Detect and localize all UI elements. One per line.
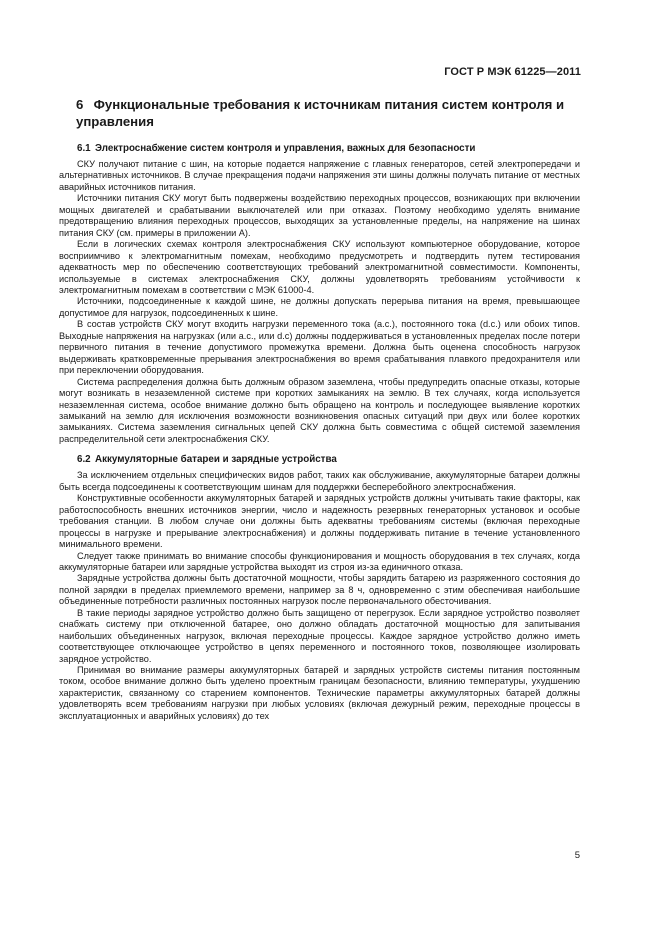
paragraph: Следует также принимать во внимание способы функционирования и мощность оборудования в тех случаях, когда аккумуляторные батареи или зарядные устройства выходят из строя из-за единичного отказа. xyxy=(59,550,580,572)
standard-designation: ГОСТ Р МЭК 61225—2011 xyxy=(444,66,581,78)
chapter-heading xyxy=(76,96,576,130)
section-number: 6.1 xyxy=(77,143,91,154)
page-number: 5 xyxy=(574,850,580,861)
chapter-title: Функциональные требования к источникам питания систем контроля и управления xyxy=(76,97,565,129)
chapter-number: 6 xyxy=(76,97,84,112)
paragraph: Источники, подсоединенные к каждой шине, не должны допускать перерыва питания на время, превышающее допустимое для нагрузок, подсоединенных к шине. xyxy=(59,296,580,318)
paragraph: Источники питания СКУ могут быть подвержены воздействию переходных процессов, возникающих при включении мощных двигателей и срабатывании выключателей или при отказах. Поэтому необходимо уделять внимание предотвращению влияния переходных процессов, выходящих за установленные пределы, на напряжение на шинах питания СКУ (см. примеры в приложении А). xyxy=(59,193,580,238)
paragraph: В такие периоды зарядное устройство должно быть защищено от перегрузок. Если зарядное устройство позволяет снабжать систему при отключенной батарее, оно должно обладать достаточной мощностью для запитывания наибольших объединенных нагрузок, включая переходные процессы. Каждое зарядное устройство должно иметь соответствующее отключающее устройство в цепях переменного и постоянного токов, позволяющее изолировать зарядное устройство. xyxy=(59,607,580,664)
section-heading xyxy=(59,142,580,155)
paragraph: За исключением отдельных специфических видов работ, таких как обслуживание, аккумуляторные батареи должны быть всегда подсоединены к соответствующим шинам для поддержки бесперебойного электроснабжения. xyxy=(59,470,580,492)
paragraph: Конструктивные особенности аккумуляторных батарей и зарядных устройств должны учитывать такие факторы, как работоспособность внешних источников энергии, число и надежность резервных генераторных установок и особые требования станции. В любом случае они должны быть адекватны требованиям системы (включая переходные процессы в нагрузке и прерывание электроснабжения) и должны поддерживать питание в течение установленного минимального времени. xyxy=(59,493,580,550)
paragraph: Принимая во внимание размеры аккумуляторных батарей и зарядных устройств системы питания постоянным током, особое внимание должно быть уделено проектным границам безопасности, влиянию температуры, ухудшению характеристик, связанному со старением компонентов. Технические параметры аккумуляторных батарей должны удовлетворять всем требованиям нагрузки при любых условиях (включая дежурный режим, переходные процессы в эксплуатационных и аварийных условиях) до тех xyxy=(59,665,580,721)
section-title: Аккумуляторные батареи и зарядные устройства xyxy=(95,454,337,466)
section-title: Электроснабжение систем контроля и управления, важных для безопасности xyxy=(95,143,476,154)
section-number: 6.2 xyxy=(77,454,91,466)
paragraph: СКУ получают питание с шин, на которые подается напряжение с главных генераторов, сетей электропередачи и альтернативных источников. В случае прекращения подачи напряжения эти шины должны получать питание от местных аварийных источников питания. xyxy=(59,159,580,192)
paragraph: Система распределения должна быть должным образом заземлена, чтобы предупредить опасные отказы, которые могут возникать в незаземленной системе при коротких замыканиях на землю. В тех случаях, когда используется незаземленная система, особое внимание должно быть обращено на контроль и последующее выявление коротких замыканий на землю для исключения возможности возникновения опасных ситуаций при двух или более коротких замыканиях. Система заземления сигнальных цепей СКУ должна быть совместима с общей системой заземления распределительной сети электроснабжения СКУ. xyxy=(59,376,580,444)
paragraph: В состав устройств СКУ могут входить нагрузки переменного тока (a.c.), постоянного тока (d.c.) или обоих типов. Выходные напряжения на нагрузках (или a.c., или d.c) должны поддерживаться в установленных пределах после потери первичного питания в течение допустимого промежутка времени. Должна быть оценена способность нагрузок выдерживать кратковременные прерывания электроснабжения во время срабатывания плавкого предохранителя или при переключении оборудования. xyxy=(59,319,580,376)
paragraph: Если в логических схемах контроля электроснабжения СКУ используют компьютерное оборудование, которое восприимчиво к электромагнитным помехам, необходимо предусмотреть и подтвердить путем тестирования адекватность мер по обеспечению соответствующих требований электромагнитной совместимости. Компоненты, используемые в системах электроснабжения СКУ, должны удовлетворять требованиям устойчивости к электромагнитным помехам в соответствии с МЭК 61000-4. xyxy=(59,239,580,295)
paragraph: Зарядные устройства должны быть достаточной мощности, чтобы зарядить батарею из разряженного состояния до полной зарядки в пределах приемлемого времени, например за 8 ч, одновременно с этим обеспечивая наибольшие объединенные потребности различных постоянных нагрузок после первоначального обесточивания. xyxy=(59,573,580,607)
section-heading xyxy=(59,453,580,466)
document-body xyxy=(59,142,580,722)
